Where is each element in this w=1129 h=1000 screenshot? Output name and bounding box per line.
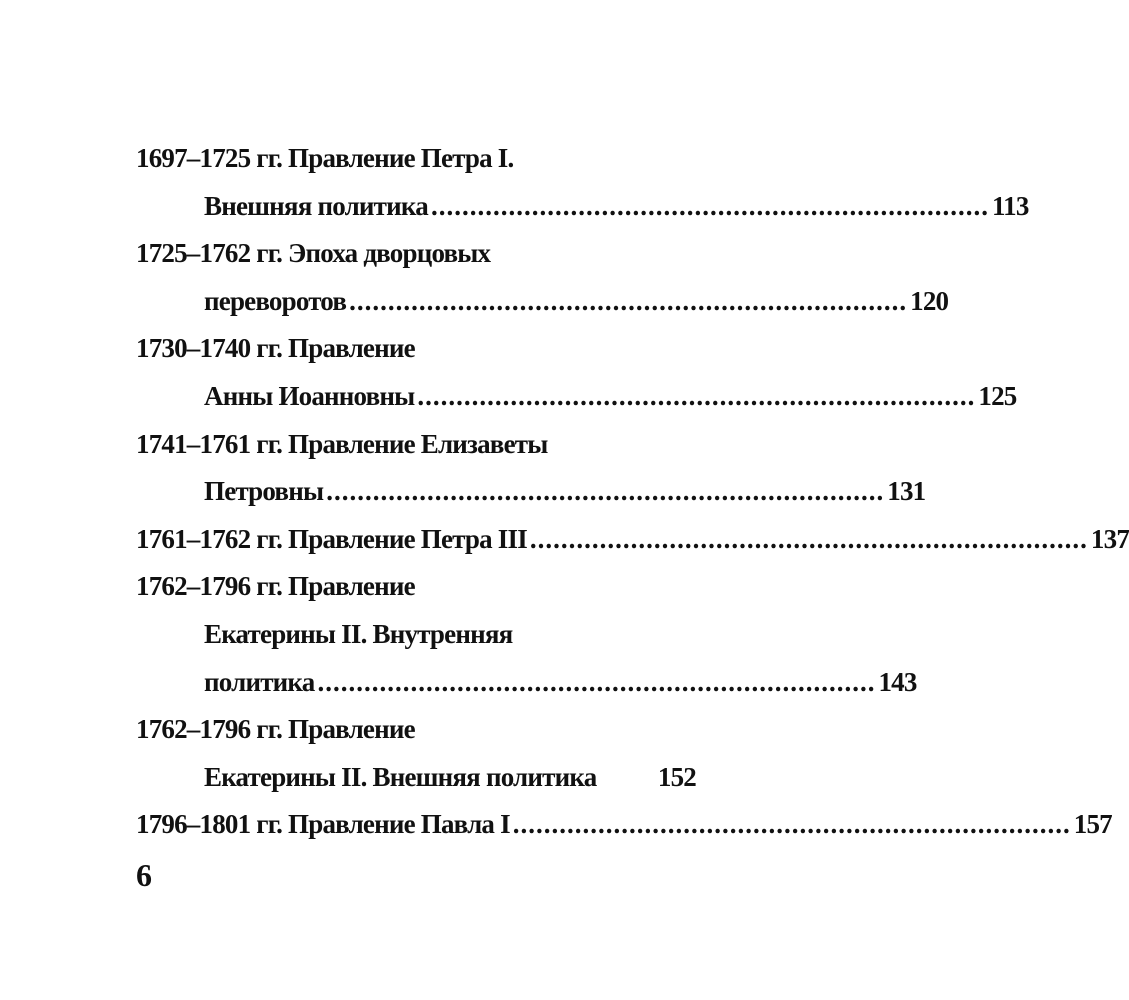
toc-entry-heading: 1697–1725 гг. Правление Петра I. — [136, 143, 514, 173]
dot-leader: ........................................................................ — [349, 285, 908, 316]
toc-entry-title: Анны Иоанновны — [204, 380, 415, 411]
dot-leader: ........................................................................ — [317, 666, 876, 697]
toc-entry-line[interactable] — [136, 801, 1112, 849]
toc-entry-heading: 1741–1761 гг. Правление Елизаветы — [136, 428, 548, 459]
toc-page-number: 137 — [1090, 523, 1129, 554]
toc-entry-line[interactable] — [136, 278, 949, 326]
toc-entry-line[interactable] — [136, 373, 1017, 421]
toc-entry-line[interactable] — [136, 468, 926, 516]
toc-entry-line[interactable] — [136, 516, 1129, 564]
toc-entry-title: 1761–1762 гг. Правление Петра III — [136, 523, 527, 554]
toc-entry-line[interactable] — [136, 754, 696, 802]
toc-entry-title: Екатерины II. Внешняя политика — [204, 761, 597, 792]
toc-entry-heading: 1762–1796 гг. Правление — [136, 714, 415, 745]
dot-leader: ........................................................................ — [430, 190, 989, 221]
toc-page-number: 152 — [657, 761, 696, 792]
toc-entry-title: Внешняя политика — [204, 190, 428, 221]
toc-page-number: 113 — [991, 190, 1029, 221]
toc-entry-heading: 1725–1762 гг. Эпоха дворцовых — [136, 238, 491, 269]
toc-page-number: 125 — [978, 380, 1017, 411]
toc-entry-title: переворотов — [204, 285, 347, 316]
page-number: 6 — [136, 857, 152, 893]
dot-leader: ........................................................................ — [512, 809, 1071, 840]
toc-entry-title: Петровны — [204, 476, 324, 507]
toc-page-number: 143 — [878, 666, 917, 697]
toc-entry-title: политика — [204, 666, 315, 697]
toc-entry-line[interactable] — [136, 183, 1029, 231]
toc-entry-heading: 1730–1740 гг. Правление — [136, 333, 415, 364]
dot-leader: ........................................................................ — [529, 523, 1088, 554]
toc-entry-subheading: Екатерины II. Внутренняя — [204, 618, 513, 649]
table-of-contents — [136, 135, 1129, 849]
toc-entry-line[interactable] — [136, 659, 917, 707]
toc-entry-heading: 1762–1796 гг. Правление — [136, 571, 415, 602]
toc-page-number: 157 — [1073, 809, 1112, 840]
toc-entry-title: 1796–1801 гг. Правление Павла I — [136, 809, 510, 840]
toc-page-number: 120 — [910, 285, 949, 316]
dot-leader: ........................................................................ — [326, 476, 885, 507]
dot-leader: ........................................................................ — [417, 380, 976, 411]
toc-page-number: 131 — [887, 476, 926, 507]
